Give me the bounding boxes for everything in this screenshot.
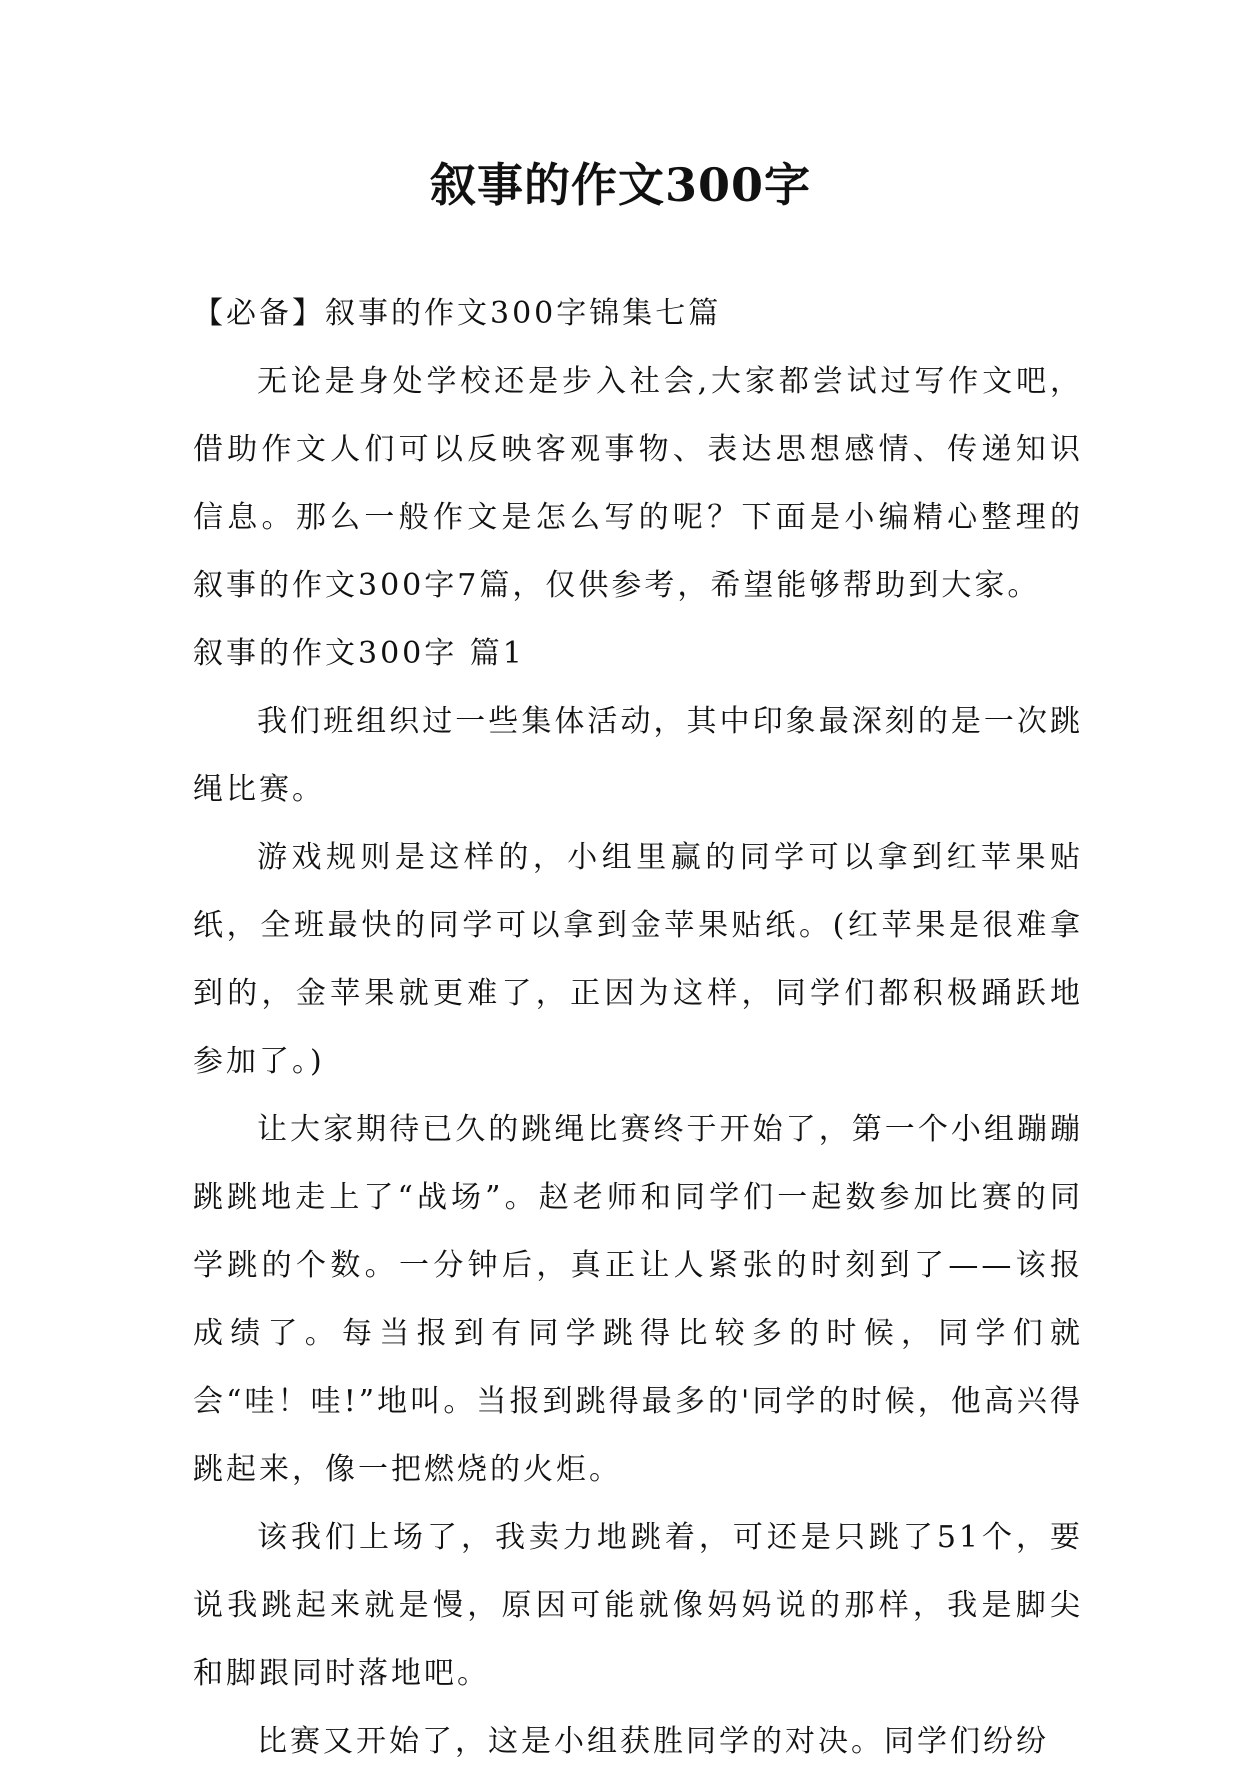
body-paragraph: 比赛又开始了，这是小组获胜同学的对决。同学们纷纷	[257, 1724, 1049, 1759]
section-heading: 叙事的作文300字 篇1	[193, 636, 525, 671]
document-body	[193, 280, 1083, 1776]
document-title: 叙事的作文300字	[429, 158, 812, 212]
body-paragraph: 该我们上场了，我卖力地跳着，可还是只跳了51个，要说我跳起来就是慢，原因可能就像妈妈说的那样，我是脚尖和脚跟同时落地吧。	[193, 1520, 1083, 1691]
document-subtitle: 【必备】叙事的作文300字锦集七篇	[193, 296, 722, 331]
intro-paragraph: 无论是身处学校还是步入社会,大家都尝试过写作文吧，借助作文人们可以反映客观事物、表达思想感情、传递知识信息。那么一般作文是怎么写的呢？下面是小编精心整理的叙事的作文300字7篇，仅供参考，希望能够帮助到大家。	[193, 364, 1083, 603]
body-paragraph: 游戏规则是这样的，小组里赢的同学可以拿到红苹果贴纸，全班最快的同学可以拿到金苹果贴纸。(红苹果是很难拿到的，金苹果就更难了，正因为这样，同学们都积极踊跃地参加了。)	[193, 840, 1083, 1079]
body-paragraph: 让大家期待已久的跳绳比赛终于开始了，第一个小组蹦蹦跳跳地走上了“战场”。赵老师和同学们一起数参加比赛的同学跳的个数。一分钟后，真正让人紧张的时刻到了——该报成绩了。每当报到有同学跳得比较多的时候，同学们就会“哇！哇!”地叫。当报到跳得最多的'同学的时候，他高兴得跳起来，像一把燃烧的火炬。	[193, 1112, 1083, 1487]
body-paragraph: 我们班组织过一些集体活动，其中印象最深刻的是一次跳绳比赛。	[193, 704, 1083, 807]
